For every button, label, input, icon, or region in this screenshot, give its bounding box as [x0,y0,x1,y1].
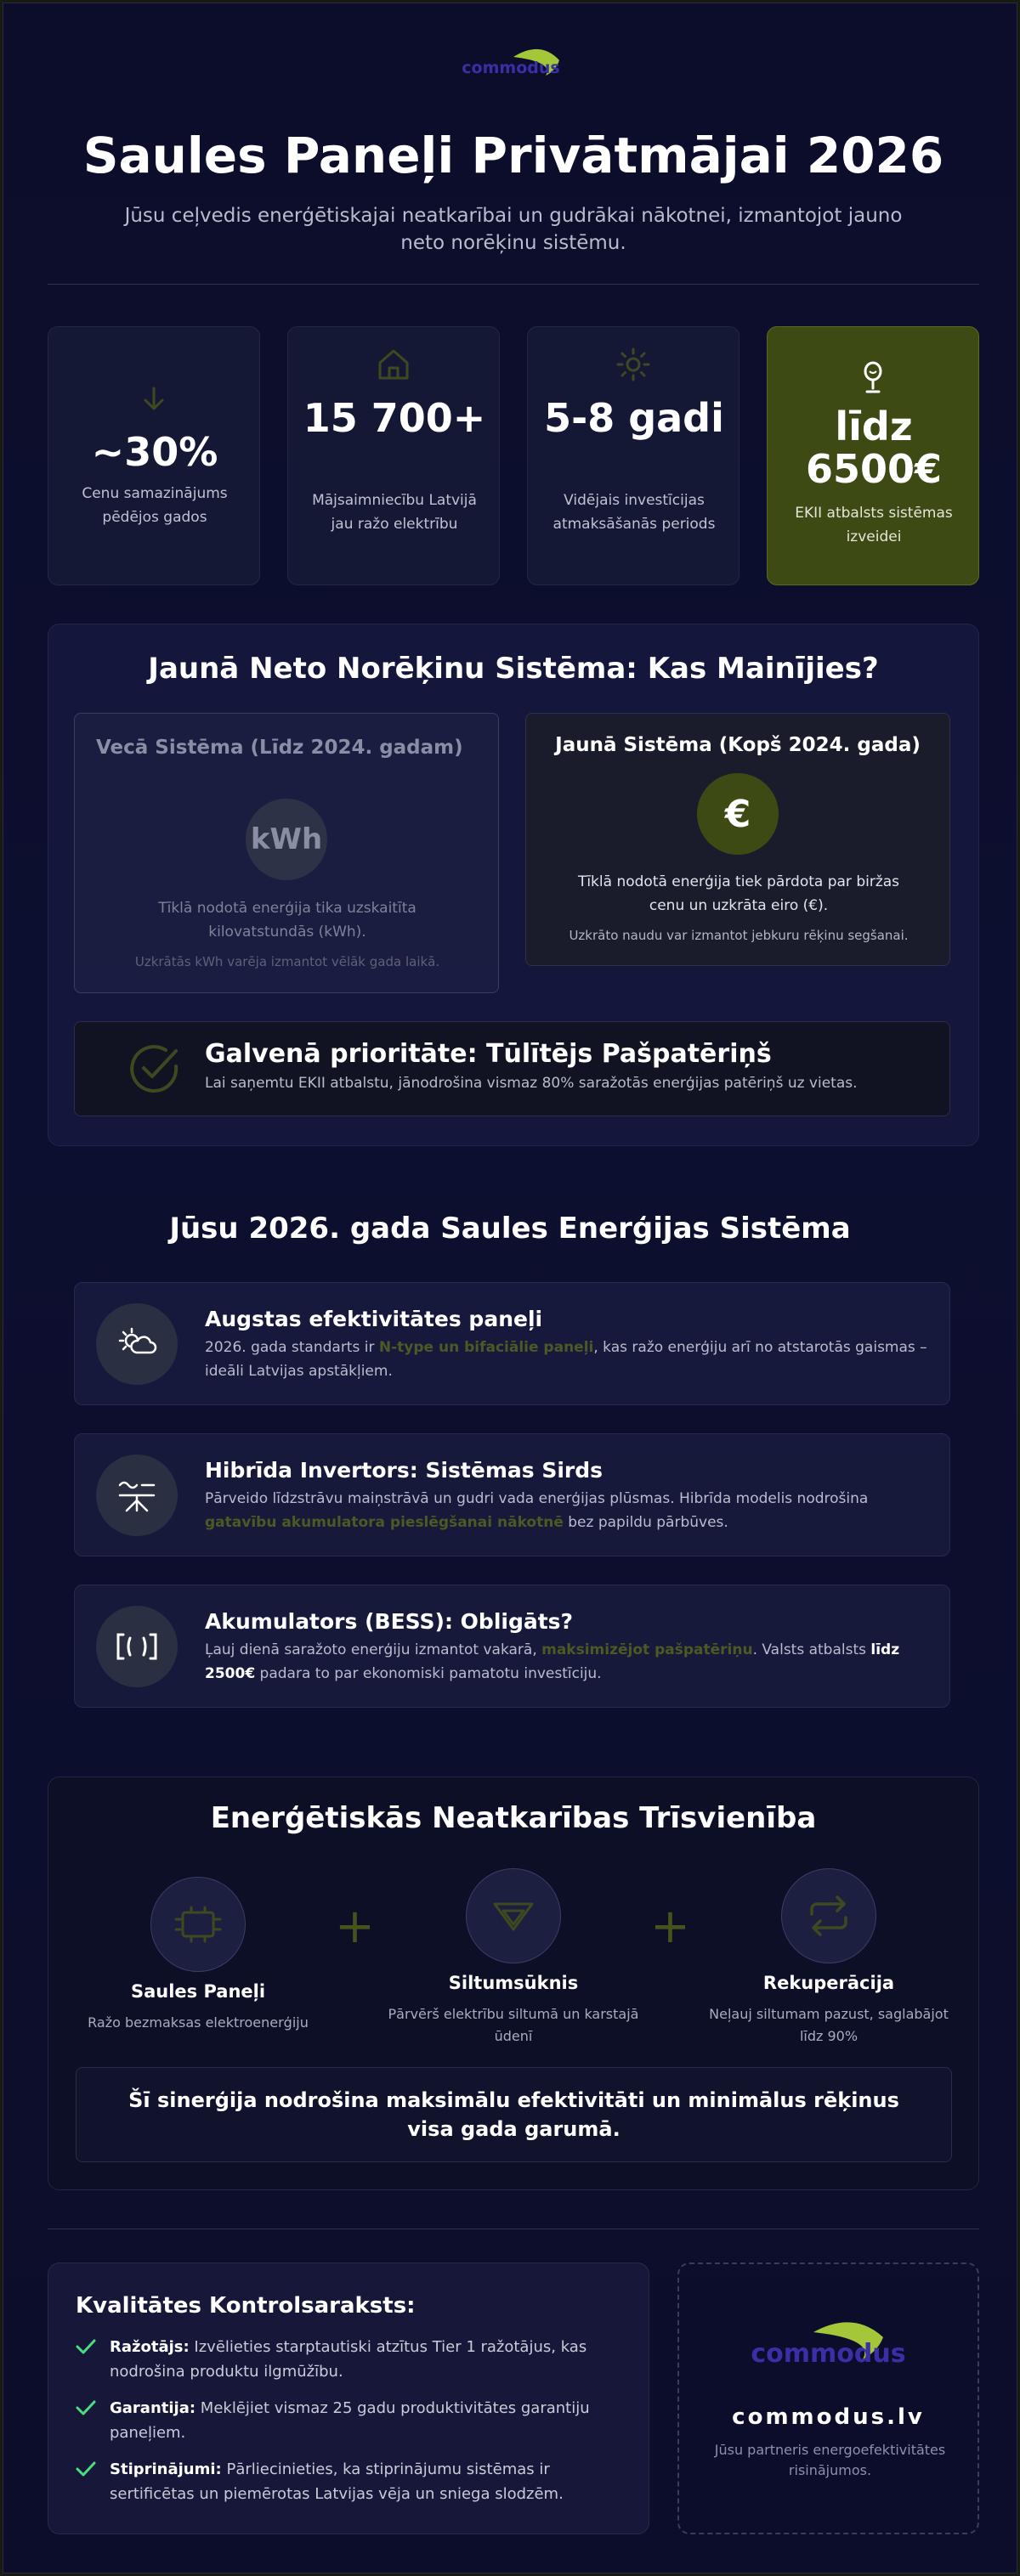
bold-text: līdz 2500€ [205,1641,900,1682]
component-text: Pārveido līdzstrāvu maiņstrāvā un gudri vada enerģijas plūsmas. Hibrīda modelis nodrošina gatavību akumulatora pieslēgšanai nākotnē bez papildu pārbūves. [205,1490,869,1531]
new-system-card [525,713,950,966]
logo [456,43,566,86]
stat-desc: Mājsaimniecību Latvijā jau ražo elektrību [312,492,477,533]
new-system-title: Jaunā Sistēma (Kopš 2024. gada) [555,734,921,756]
trinity-desc: Neļauj siltumam pazust, saglabājot līdz 90% [709,2006,949,2044]
trinity-desc: Pārvērš elektrību siltumā un karstajā ūdenī [388,2006,639,2044]
priority-title: Galvenā prioritāte: Tūlītējs Pašpatēriņš [205,1039,772,1069]
highlight-text: N-type un bifaciālie paneļi [378,1339,594,1356]
old-system-note: Uzkrātās kWh varēja izmantot vēlāk gada laikā. [134,954,440,969]
check-icon [76,2460,96,2477]
page-subtitle: Jūsu ceļvedis enerģētiskajai neatkarībai un gudrākai nākotnei, izmantojot jauno neto norēķinu sistēmu. [124,205,903,254]
stat-desc: Cenu samazinājums pēdējos gados [82,485,228,526]
sun-cloud-icon [96,1303,178,1385]
heat-pump-icon [466,1868,561,1963]
component-battery [74,1585,950,1708]
check-icon [76,2399,96,2416]
component-inverter [74,1433,950,1556]
component-text: Ļauj dienā saražoto enerģiju izmantot vakarā, maksimizējot pašpatēriņu. Valsts atbalsts līdz 2500€ padara to par ekonomiski pamatotu investīciju. [205,1641,900,1682]
brand-box [677,2262,979,2534]
old-system-card [74,713,499,993]
component-title: Augstas efektivitātes paneļi [205,1307,543,1331]
inverter-icon [96,1455,178,1536]
highlight-text: maksimizējot pašpatēriņu [541,1641,753,1658]
highlight-text: gatavību akumulatora pieslēgšanai nākotnē [205,1514,564,1531]
logo-text: commodus [462,59,560,77]
plus-sign: + [335,1899,375,1954]
house-icon [288,346,499,375]
trinity-label: Siltumsūknis [448,1973,579,1993]
priority-text: Lai saņemtu EKII atbalstu, jānodrošina vismaz 80% saražotās enerģijas patēriņš uz vietas. [205,1075,858,1092]
sun-icon [528,346,739,375]
page-title: Saules Paneļi Privātmājai 2026 [82,127,944,184]
brand-desc: Jūsu partneris energoefektivitātes risinājumos. [714,2442,946,2478]
stat-value: 15 700+ [303,395,486,441]
stat-desc: EKII atbalsts sistēmas izveidei [795,505,953,545]
synergy-text: Šī sinerģija nodrošina maksimālu efektivitāti un minimālus rēķinus visa gada garumā. [128,2088,899,2141]
new-system-note: Uzkrāto naudu var izmantot jebkuru rēķinu segšanai. [569,928,909,943]
component-text: 2026. gada standarts ir N-type un bifaciālie paneļi, kas ražo enerģiju arī no atstarotās gaismas – ideāli Latvijas apstākļiem. [205,1339,927,1380]
brand-logo-text: commodus [751,2339,906,2369]
divider [48,284,979,285]
euro-badge: € [697,773,779,855]
piggy-bank-icon [768,359,978,388]
component-title: Hibrīda Invertors: Sistēmas Sirds [205,1458,604,1483]
arrow-down-icon [48,385,259,414]
kwh-badge: kWh [246,799,327,880]
old-system-text: Tīklā nodotā enerģija tika uzskaitīta kilovatstundās (kWh). [158,900,416,941]
plus-sign: + [650,1899,690,1954]
trinity-label: Rekuperācija [762,1973,895,1993]
section-title: Jaunā Neto Norēķinu Sistēma: Kas Mainījies? [148,652,879,686]
brand-url[interactable]: commodus.lv [732,2404,925,2430]
infographic-page [3,3,1017,2573]
stat-card-households [287,326,500,585]
old-system-title: Vecā Sistēma (Līdz 2024. gadam) [96,737,463,759]
priority-box [74,1021,950,1116]
component-panels [74,1282,950,1405]
new-system-text: Tīklā nodotā enerģija tiek pārdota par biržas cenu un uzkrāta eiro (€). [577,873,900,914]
check-icon [76,2338,96,2355]
quality-checklist: Kvalitātes Kontrolsaraksts: Ražotājs: Izvēlieties starptautiski atzītus Tier 1 ražotājus, kas nodrošina produktu ilgmūžību. Garantija: Meklējiet vismaz 25 gadu produktivitātes garantiju paneļiem. Stiprinājumi: Pārliecinieties, ka stiprinājumu sistēmas ir sertificētas un piemērotas Latvijas vēja un sniega slodzēm. [48,2262,649,2534]
recuperation-icon [781,1868,876,1963]
check-circle-icon [128,1042,181,1095]
stat-card-price [48,326,260,585]
component-title: Akumulators (BESS): Obligāts? [205,1609,574,1634]
stat-value: 5-8 gadi [544,395,724,441]
trinity-section [48,1777,979,2190]
solar-panel-icon [150,1877,246,1972]
synergy-box [76,2067,952,2162]
stat-value: ~30% [91,429,218,475]
stat-desc: Vidējais investīcijas atmaksāšanās periods [552,492,716,533]
trinity-label: Saules Paneļi [130,1981,266,2002]
trinity-title: Enerģētiskās Neatkarības Trīsvienība [210,1801,817,1835]
system-title: Jūsu 2026. gada Saules Enerģijas Sistēma [169,1212,851,1246]
stat-card-support [767,326,979,585]
trinity-desc: Ražo bezmaksas elektroenerģiju [88,2014,309,2031]
stat-card-payback [527,326,740,585]
battery-icon [96,1606,178,1687]
stat-value: līdz 6500€ [805,404,943,492]
checklist-title: Kvalitātes Kontrolsaraksts: [76,2293,416,2319]
